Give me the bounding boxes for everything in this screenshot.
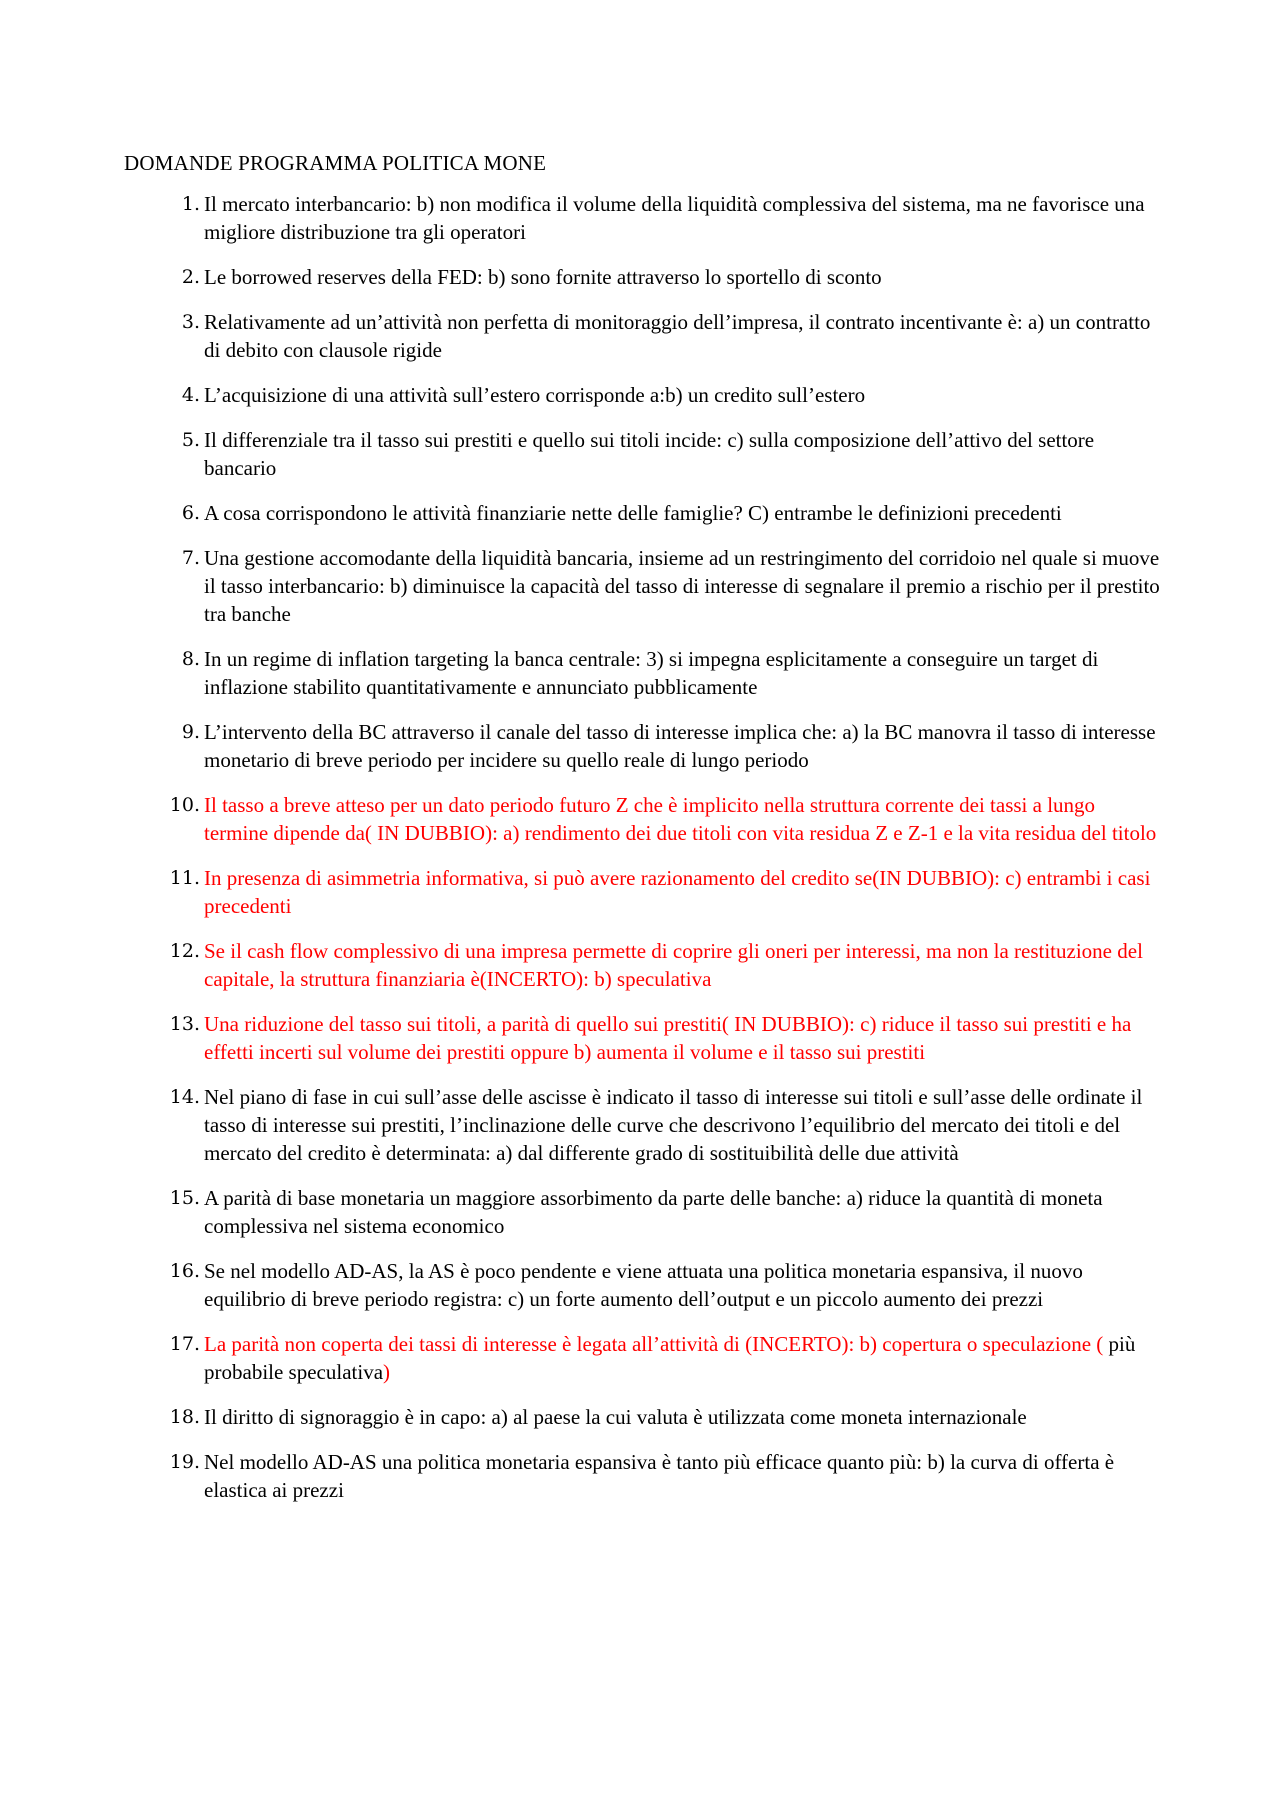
item-number: 11.: [169, 867, 200, 889]
item-number: 7.: [181, 547, 200, 569]
item-text: Se nel modello AD-AS, la AS è poco pendente e viene attuata una politica monetaria espansiva, il nuovo equilibrio di breve periodo registra: c) un forte aumento dell’output e un piccolo aumento dei prezzi: [204, 1259, 1083, 1311]
item-text: In un regime di inflation targeting la banca centrale: 3) si impegna esplicitamente a conseguire un target di inflazione stabilito quantitativamente e annunciato pubblicamente: [204, 647, 1099, 699]
list-item: [124, 1448, 1160, 1504]
item-text: Se il cash flow complessivo di una impresa permette di coprire gli oneri per interessi, ma non la restituzione del capitale, la struttura finanziaria è(INCERTO): b) speculativa: [204, 939, 1143, 991]
item-number: 17.: [169, 1333, 200, 1355]
document-title: DOMANDE PROGRAMMA POLITICA MONE: [124, 151, 547, 175]
item-number: 12.: [169, 940, 200, 962]
list-item: [124, 1403, 1160, 1431]
question-list: [124, 190, 1160, 1504]
list-item: [124, 645, 1160, 701]
list-item: [124, 718, 1160, 774]
item-text-uncertain: La parità non coperta dei tassi di interesse è legata all’attività di (INCERTO): b) copertura o speculazione (: [204, 1332, 1109, 1356]
list-item-uncertain: [124, 864, 1160, 920]
item-text: Una riduzione del tasso sui titoli, a parità di quello sui prestiti( IN DUBBIO): c) riduce il tasso sui prestiti e ha effetti incerti sul volume dei prestiti oppure b) aumenta il volume e il tasso sui prestiti: [204, 1012, 1132, 1064]
list-item-uncertain: [124, 937, 1160, 993]
item-text-note: più probabile speculativa: [204, 1332, 1136, 1384]
item-text: Il tasso a breve atteso per un dato periodo futuro Z che è implicito nella struttura corrente dei tassi a lungo termine dipende da( IN DUBBIO): a) rendimento dei due titoli con vita residua Z e Z-1 e la vita residua del titolo: [204, 793, 1157, 845]
item-text: Il mercato interbancario: b) non modifica il volume della liquidità complessiva del sistema, ma ne favorisce una migliore distribuzione tra gli operatori: [204, 192, 1145, 244]
list-item-mixed: [124, 1330, 1160, 1386]
item-number: 8.: [181, 648, 200, 670]
item-number: 14.: [169, 1086, 200, 1108]
item-number: 4.: [181, 384, 200, 406]
item-number: 3.: [181, 311, 200, 333]
item-number: 16.: [169, 1260, 200, 1282]
item-text: Nel piano di fase in cui sull’asse delle ascisse è indicato il tasso di interesse sui titoli e sull’asse delle ordinate il tasso di interesse sui prestiti, l’inclinazione delle curve che descrivono l’equilibrio del mercato dei titoli e del mercato del credito è determinata: a) dal differente grado di sostituibilità delle due attività: [204, 1085, 1143, 1165]
list-item: [124, 426, 1160, 482]
item-number: 9.: [181, 721, 200, 743]
item-text: Il diritto di signoraggio è in capo: a) al paese la cui valuta è utilizzata come moneta internazionale: [204, 1405, 1027, 1429]
list-item: [124, 544, 1160, 628]
item-text: In presenza di asimmetria informativa, si può avere razionamento del credito se(IN DUBBIO): c) entrambi i casi precedenti: [204, 866, 1151, 918]
list-item: [124, 1184, 1160, 1240]
list-item: [124, 381, 1160, 409]
item-number: 5.: [181, 429, 200, 451]
item-number: 15.: [169, 1187, 200, 1209]
item-text: L’intervento della BC attraverso il canale del tasso di interesse implica che: a) la BC manovra il tasso di interesse monetario di breve periodo per incidere su quello reale di lungo periodo: [204, 720, 1156, 772]
list-item: [124, 1257, 1160, 1313]
item-text: Il differenziale tra il tasso sui prestiti e quello sui titoli incide: c) sulla composizione dell’attivo del settore bancario: [204, 428, 1095, 480]
item-number: 13.: [169, 1013, 200, 1035]
list-item: [124, 308, 1160, 364]
item-text: A cosa corrispondono le attività finanziarie nette delle famiglie? C) entrambe le definizioni precedenti: [204, 501, 1062, 525]
item-text: A parità di base monetaria un maggiore assorbimento da parte delle banche: a) riduce la quantità di moneta complessiva nel sistema economico: [204, 1186, 1103, 1238]
list-item-uncertain: [124, 791, 1160, 847]
list-item: [124, 190, 1160, 246]
item-text-closing-paren: ): [383, 1360, 391, 1384]
item-text: Le borrowed reserves della FED: b) sono fornite attraverso lo sportello di sconto: [204, 265, 882, 289]
item-text: Relativamente ad un’attività non perfetta di monitoraggio dell’impresa, il contrato incentivante è: a) un contratto di debito con clausole rigide: [204, 310, 1151, 362]
item-number: 19.: [169, 1451, 200, 1473]
item-number: 10.: [169, 794, 200, 816]
item-text: Una gestione accomodante della liquidità bancaria, insieme ad un restringimento del corridoio nel quale si muove il tasso interbancario: b) diminuisce la capacità del tasso di interesse di segnalare il premio a rischio per il prestito tra banche: [204, 546, 1160, 626]
item-number: 18.: [169, 1406, 200, 1428]
item-text: L’acquisizione di una attività sull’estero corrisponde a:b) un credito sull’estero: [204, 383, 866, 407]
list-item: [124, 1083, 1160, 1167]
item-text: Nel modello AD-AS una politica monetaria espansiva è tanto più efficace quanto più: b) la curva di offerta è elastica ai prezzi: [204, 1450, 1115, 1502]
item-number: 2.: [181, 266, 200, 288]
item-number: 6.: [181, 502, 200, 524]
list-item: [124, 499, 1160, 527]
list-item: [124, 263, 1160, 291]
list-item-uncertain: [124, 1010, 1160, 1066]
item-number: 1.: [181, 193, 200, 215]
